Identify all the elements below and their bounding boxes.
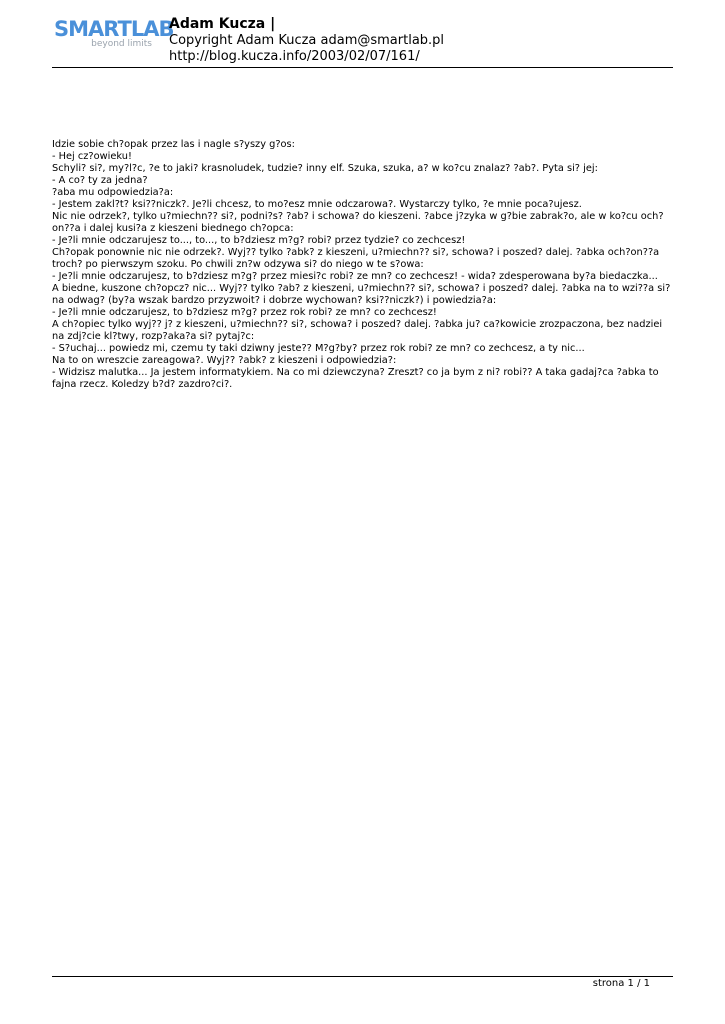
text-line: - Hej cz?owieku! xyxy=(52,151,132,162)
page-number: strona 1 / 1 xyxy=(592,978,650,989)
smartlab-logo xyxy=(54,16,174,50)
document-header xyxy=(169,16,669,65)
text-line: - Widzisz malutka... Ja jestem informatykiem. Na co mi dziewczyna? Zreszt? co ja bym z ni? robi?? A taka gadaj?ca ?abka to fajna rzecz. Koledzy b?d? zazdro?ci?. xyxy=(52,367,659,390)
text-line: Nic nie odrzek?, tylko u?miechn?? si?, podni?s? ?ab? i schowa? do kieszeni. ?abce j?zyka w g?bie zabrak?o, ale w ko?cu och?on??a i dalej kusi?a z kieszeni biednego ch?opca: xyxy=(52,211,664,234)
text-line: - Je?li mnie odczarujesz, to b?dziesz m?g? przez rok robi? ze mn? co zechcesz! xyxy=(52,307,437,318)
header-divider xyxy=(52,67,673,68)
text-line: - Je?li mnie odczarujesz to..., to..., to b?dziesz m?g? robi? przez tydzie? co zechcesz! xyxy=(52,235,466,246)
text-line: ?aba mu odpowiedzia?a: xyxy=(52,187,174,198)
text-line: Ch?opak ponownie nic nie odrzek?. Wyj?? tylko ?abk? z kieszeni, u?miechn?? si?, schowa? i poszed? dalej. ?abka och?on??a troch? po pierwszym szoku. Po chwili zn?w odzywa si? do niego w te s?owa: xyxy=(52,247,660,270)
text-line: A ch?opiec tylko wyj?? j? z kieszeni, u?miechn?? si?, schowa? i poszed? dalej. ?abka ju? ca?kowicie zrozpaczona, bez nadziei na zdj?cie kl?twy, rozp?aka?a si? pytaj?c: xyxy=(52,319,663,342)
logo-tagline: beyond limits xyxy=(91,39,152,49)
text-line: A biedne, kuszone ch?opcz? nic... Wyj?? tylko ?ab? z kieszeni, u?miechn?? si?, schowa? i poszed? dalej. ?abka na to wzi??a si? na odwag? (by?a wszak bardzo przyzwoit? i dobrze wychowan? ksi??niczk?) i powiedzia?a: xyxy=(52,283,671,306)
text-line: Schyli? si?, my?l?c, ?e to jaki? krasnoludek, tudzie? inny elf. Szuka, szuka, a? w ko?cu znalaz? ?ab?. Pyta si? jej: xyxy=(52,163,598,174)
footer-divider xyxy=(52,976,673,977)
source-url: http://blog.kucza.info/2003/02/07/161/ xyxy=(169,49,420,64)
text-line: - Jestem zakl?t? ksi??niczk?. Je?li chcesz, to mo?esz mnie odczarowa?. Wystarczy tylko, ?e mnie poca?ujesz. xyxy=(52,199,582,210)
article-body xyxy=(52,139,677,391)
page-title: Adam Kucza | xyxy=(169,16,276,32)
copyright-line: Copyright Adam Kucza adam@smartlab.pl xyxy=(169,33,445,48)
text-line: Idzie sobie ch?opak przez las i nagle s?yszy g?os: xyxy=(52,139,295,150)
text-line: - Je?li mnie odczarujesz, to b?dziesz m?g? przez miesi?c robi? ze mn? co zechcesz! - wida? zdesperowana by?a biedaczka... xyxy=(52,271,658,282)
text-line: - A co? ty za jedna? xyxy=(52,175,148,186)
text-line: Na to on wreszcie zareagowa?. Wyj?? ?abk? z kieszeni i odpowiedzia?: xyxy=(52,355,397,366)
logo-wordmark: SMARTLAB xyxy=(54,17,174,41)
text-line: - S?uchaj... powiedz mi, czemu ty taki dziwny jeste?? M?g?by? przez rok robi? ze mn? co zechcesz, a ty nic... xyxy=(52,343,585,354)
